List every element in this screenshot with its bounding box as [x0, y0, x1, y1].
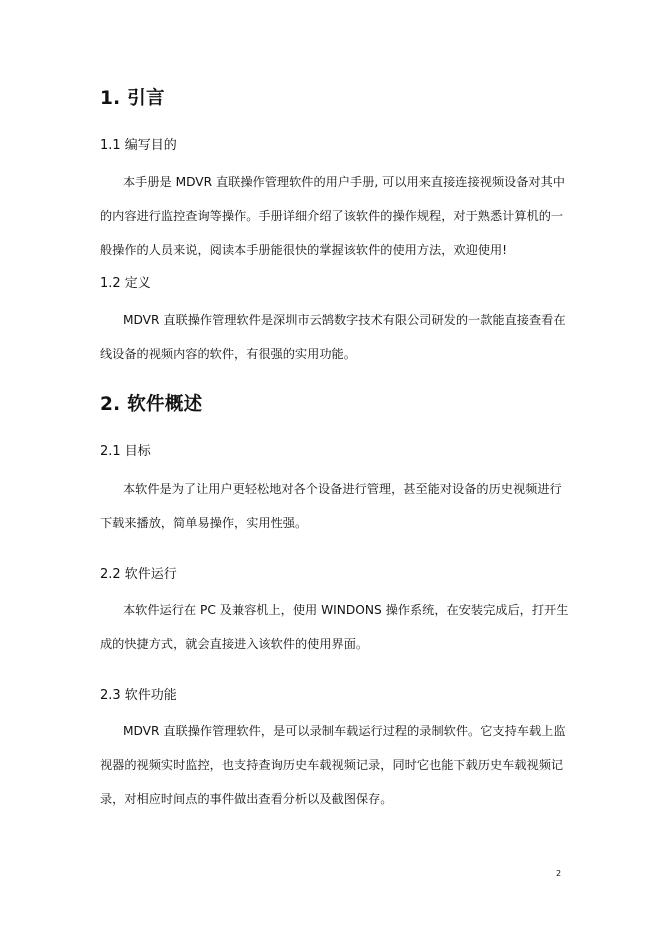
section-1-1-title: 1.1 编写目的 [100, 138, 177, 153]
paragraph-line: MDVR 直联操作管理软件是深圳市云鹄数字技术有限公司研发的一款能直接查看在 [123, 313, 566, 327]
section-2-1-title: 2.1 目标 [100, 444, 151, 459]
section-2-3-title: 2.3 软件功能 [100, 688, 177, 703]
paragraph-line: 本软件运行在 PC 及兼容机上，使用 WINDONS 操作系统，在安装完成后，打开生 [123, 603, 569, 617]
paragraph-line: 线设备的视频内容的软件，有很强的实用功能。 [100, 347, 356, 361]
section-1-heading: 1. 引言 [100, 88, 165, 109]
paragraph-line: 的内容进行监控查询等操作。手册详细介绍了该软件的操作规程，对于熟悉计算机的一 [100, 209, 564, 223]
page-number: 2 [556, 869, 562, 878]
paragraph-line: 般操作的人员来说，阅读本手册能很快的掌握该软件的使用方法，欢迎使用! [100, 243, 508, 257]
section-2-2-title: 2.2 软件运行 [100, 567, 177, 582]
paragraph-line: 下载来播放，简单易操作，实用性强。 [100, 516, 308, 530]
paragraph-line: 本手册是 MDVR 直联操作管理软件的用户手册, 可以用来直接连接视频设备对其中 [123, 175, 565, 189]
section-2-heading: 2. 软件概述 [100, 394, 203, 415]
paragraph-line: 录，对相应时间点的事件做出查看分析以及截图保存。 [100, 792, 393, 806]
paragraph-line: 本软件是为了让用户更轻松地对各个设备进行管理，甚至能对设备的历史视频进行 [123, 482, 562, 496]
paragraph-line: 成的快捷方式，就会直接进入该软件的使用界面。 [100, 637, 369, 651]
paragraph-line: 视器的视频实时监控，也支持查询历史车载视频记录，同时它也能下载历史车载视频记 [100, 758, 564, 772]
section-1-2-title: 1.2 定义 [100, 276, 151, 291]
paragraph-line: MDVR 直联操作管理软件，是可以录制车载运行过程的录制软件。它支持车载上监 [123, 724, 566, 738]
